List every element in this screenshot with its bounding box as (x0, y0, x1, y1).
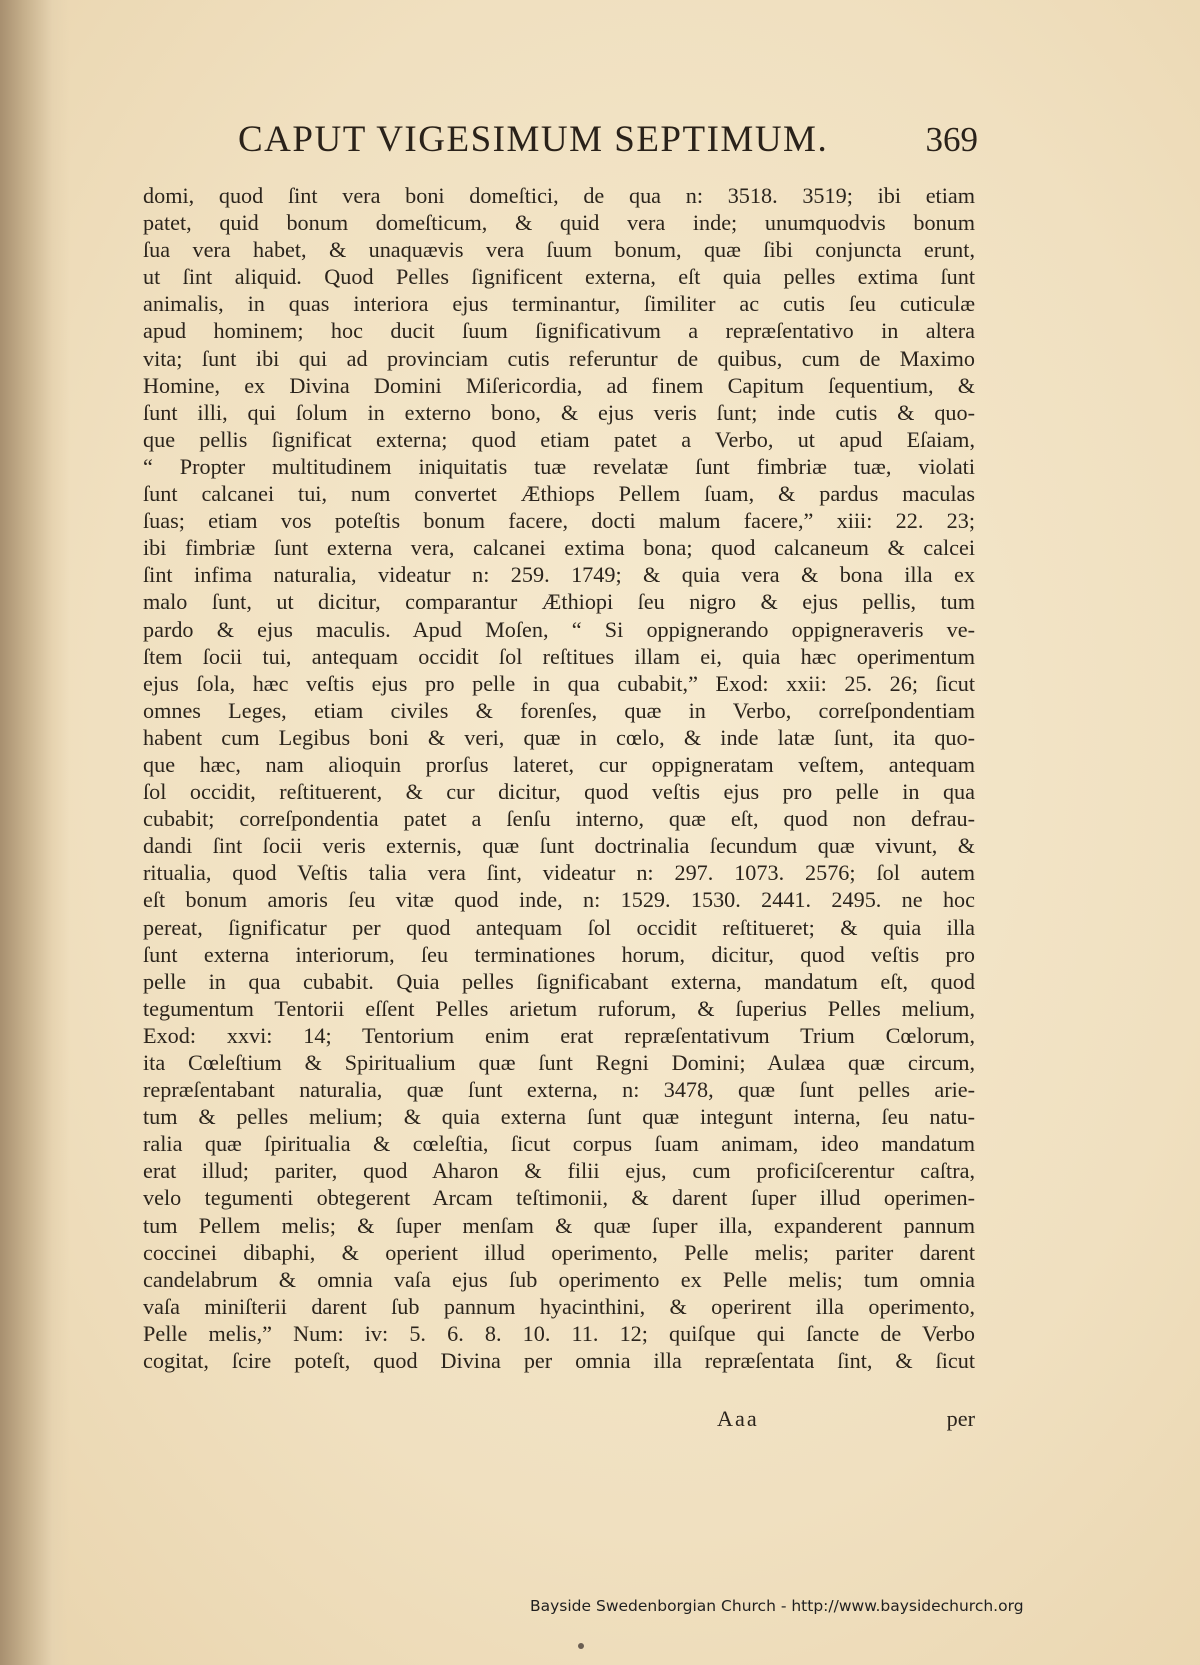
text-line: ſunt externa interiorum, ſeu terminationes horum, dicitur, quod veſtis pro (143, 941, 975, 967)
text-line: que pellis ſignificat externa; quod etiam patet a Verbo, ut apud Eſaiam, (143, 426, 975, 452)
text-line: “ Propter multitudinem iniquitatis tuæ revelatæ ſunt fimbriæ tuæ, violati (143, 453, 975, 479)
text-line: dandi ſint ſocii veris externis, quæ ſunt doctrinalia ſecundum quæ vivunt, & (143, 833, 975, 859)
text-line: pereat, ſignificatur per quod antequam ſol occidit reſtitueret; & quia illa (143, 914, 975, 940)
text-line: ſol occidit, reſtituerent, & cur dicitur, quod veſtis ejus pro pelle in qua (143, 779, 975, 805)
chapter-title: CAPUT VIGESIMUM SEPTIMUM. (238, 119, 829, 160)
text-line: ſtem ſocii tui, antequam occidit ſol reſtitues illam ei, quia hæc operimentum (143, 643, 975, 669)
text-line: ſunt illi, qui ſolum in externo bono, & ejus veris ſunt; inde cutis & quo- (143, 399, 975, 425)
ink-dot (578, 1643, 584, 1649)
text-line: patet, quid bonum domeſticum, & quid vera inde; unumquodvis bonum (143, 210, 975, 236)
text-line: tum Pellem melis; & ſuper menſam & quæ ſuper illa, expanderent pannum (143, 1212, 975, 1238)
page-gutter-shadow (0, 0, 70, 1665)
text-line: repræſentabant naturalia, quæ ſunt externa, n: 3478, quæ ſunt pelles arie- (143, 1077, 975, 1103)
text-line: ſunt calcanei tui, num convertet Æthiops Pellem ſuam, & pardus maculas (143, 481, 975, 507)
text-line: coccinei dibaphi, & operient illud operimento, Pelle melis; pariter darent (143, 1239, 975, 1265)
text-line: vita; ſunt ibi qui ad provinciam cutis referuntur de quibus, cum de Maximo (143, 345, 975, 371)
page-number: 369 (925, 120, 978, 159)
running-head (238, 118, 978, 166)
text-line: Homine, ex Divina Domini Miſericordia, ad finem Capitum ſequentium, & (143, 372, 975, 398)
text-line: Exod: xxvi: 14; Tentorium enim erat repræſentativum Trium Cœlorum, (143, 1022, 975, 1048)
text-line: eſt bonum amoris ſeu vitæ quod inde, n: 1529. 1530. 2441. 2495. ne hoc (143, 887, 975, 913)
text-line: pelle in qua cubabit. Quia pelles ſignificabant externa, mandatum eſt, quod (143, 968, 975, 994)
text-line: pardo & ejus maculis. Apud Moſen, “ Si oppignerando oppigneraveris ve- (143, 616, 975, 642)
body-text (143, 182, 975, 1374)
text-line: ejus ſola, hæc veſtis ejus pro pelle in qua cubabit,” Exod: xxii: 25. 26; ſicut (143, 670, 975, 696)
text-line: animalis, in quas interiora ejus terminantur, ſimiliter ac cutis ſeu cuticulæ (143, 291, 975, 317)
text-line: velo tegumenti obtegerent Arcam teſtimonii, & darent ſuper illud operimen- (143, 1185, 975, 1211)
text-line: malo ſunt, ut dicitur, comparantur Æthiopi ſeu nigro & ejus pellis, tum (143, 589, 975, 615)
text-line: cubabit; correſpondentia patet a ſenſu interno, quæ eſt, quod non defrau- (143, 806, 975, 832)
text-line: ſua vera habet, & unaquævis vera ſuum bonum, quæ ſibi conjuncta erunt, (143, 237, 975, 263)
text-line: ſint infima naturalia, videatur n: 259. 1749; & quia vera & bona illa ex (143, 562, 975, 588)
text-line: habent cum Legibus boni & veri, quæ in cœlo, & inde latæ ſunt, ita quo- (143, 724, 975, 750)
text-line: tegumentum Tentorii eſſent Pelles arietum ruforum, & ſuperius Pelles melium, (143, 995, 975, 1021)
signature-mark: Aaa (717, 1406, 759, 1431)
text-line: Pelle melis,” Num: iv: 5. 6. 8. 10. 11. 12; quiſque qui ſancte de Verbo (143, 1320, 975, 1346)
text-line: apud hominem; hoc ducit ſuum ſignificativum a repræſentativo in altera (143, 318, 975, 344)
text-line: candelabrum & omnia vaſa ejus ſub operimento ex Pelle melis; tum omnia (143, 1266, 975, 1292)
text-line: erat illud; pariter, quod Aharon & filii ejus, cum proficiſcerentur caſtra, (143, 1158, 975, 1184)
text-line: ralia quæ ſpiritualia & cœleſtia, ſicut corpus ſuam animam, ideo mandatum (143, 1131, 975, 1157)
text-line: ſuas; etiam vos poteſtis bonum facere, docti malum facere,” xiii: 22. 23; (143, 508, 975, 534)
footer-credit: Bayside Swedenborgian Church - http://www.baysidechurch.org (530, 1597, 1024, 1615)
text-line: ritualia, quod Veſtis talia vera ſint, videatur n: 297. 1073. 2576; ſol autem (143, 860, 975, 886)
text-line: omnes Leges, etiam civiles & forenſes, quæ in Verbo, correſpondentiam (143, 697, 975, 723)
text-line: ita Cœleſtium & Spiritualium quæ ſunt Regni Domini; Aulæa quæ circum, (143, 1050, 975, 1075)
catchword: per (946, 1406, 975, 1431)
text-line: ut ſint aliquid. Quod Pelles ſignificent externa, eſt quia pelles extima ſunt (143, 264, 975, 290)
text-line: que hæc, nam alioquin prorſus lateret, cur oppigneratam veſtem, antequam (143, 751, 975, 777)
catchline (143, 1406, 975, 1436)
text-line: ibi fimbriæ ſunt externa vera, calcanei extima bona; quod calcaneum & calcei (143, 535, 975, 561)
text-line: vaſa miniſterii darent ſub pannum hyacinthini, & operirent illa operimento, (143, 1293, 975, 1319)
text-line: tum & pelles melium; & quia externa ſunt quæ integunt interna, ſeu natu- (143, 1104, 975, 1130)
text-line: domi, quod ſint vera boni domeſtici, de qua n: 3518. 3519; ibi etiam (143, 183, 975, 208)
text-line: cogitat, ſcire poteſt, quod Divina per omnia illa repræſentata ſint, & ſicut (143, 1348, 975, 1374)
